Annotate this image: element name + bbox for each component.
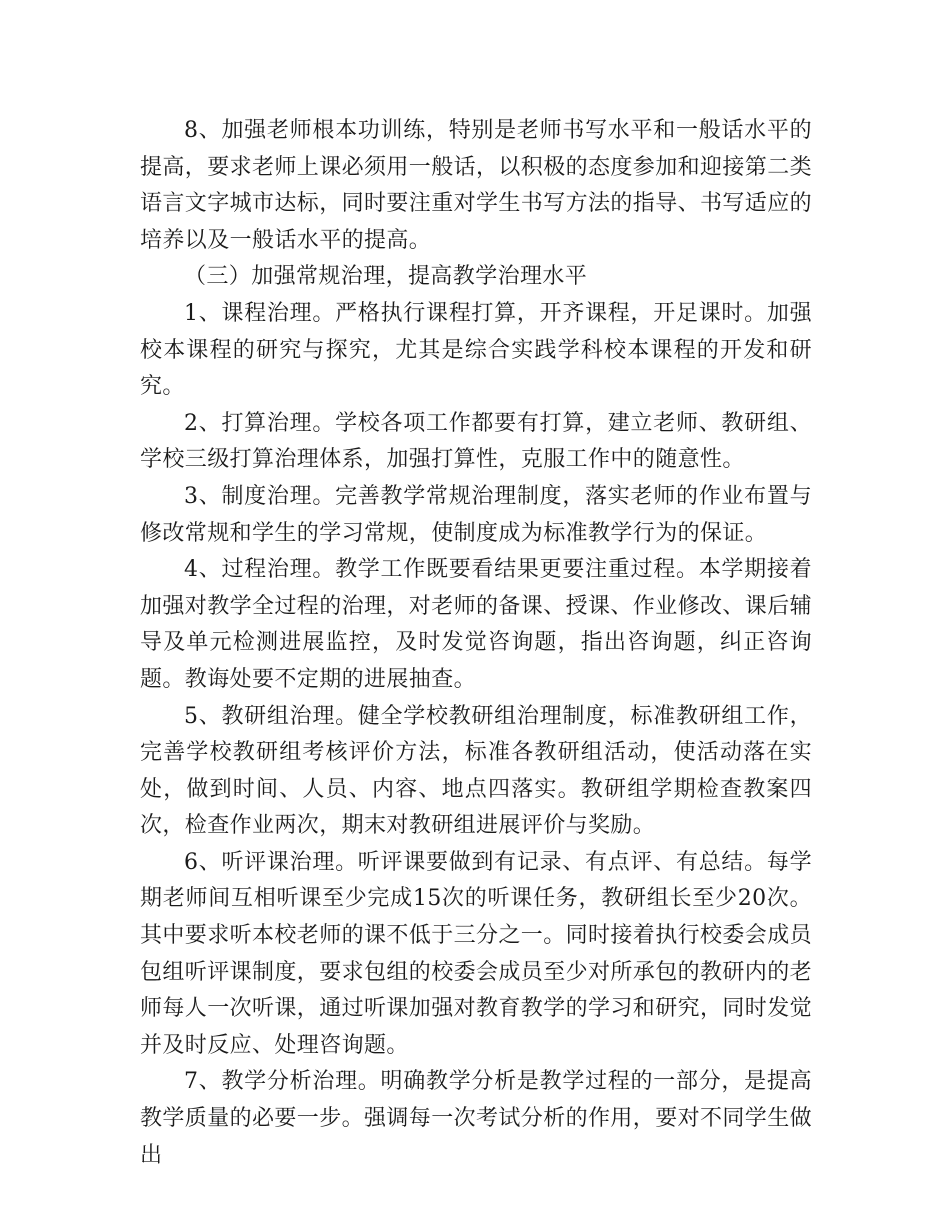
section-heading-3: （三）加强常规治理，提高教学治理水平: [184, 264, 588, 290]
paragraph-teaching-analysis-management: 7、教学分析治理。明确教学分析是教学过程的一部分，是提高教学质量的必要一步。强调每一次考试分析的作用，要对不同学生做出: [140, 1069, 813, 1168]
paragraph-process-management: 4、过程治理。教学工作既要看结果更要注重过程。本学期接着加强对教学全过程的治理，对老师的备课、授课、作业修改、课后辅导及单元检测进展监控，及时发觉咨询题，指出咨询题，纠正咨询题。教诲处要不定期的进展抽查。: [140, 557, 813, 692]
paragraph-plan-management: 2、打算治理。学校各项工作都要有打算，建立老师、教研组、学校三级打算治理体系，加强打算性，克服工作中的随意性。: [140, 410, 812, 473]
paragraph-item-8: 8、加强老师根本功训练，特别是老师书写水平和一般话水平的提高，要求老师上课必须用一般话，以积极的态度参加和迎接第二类语言文字城市达标，同时要注重对学生书写方法的指导、书写适应的培养以及一般话水平的提高。: [140, 118, 813, 253]
document-body: [140, 113, 812, 1174]
paragraph-research-group-management: 5、教研组治理。健全学校教研组治理制度，标准教研组工作，完善学校教研组考核评价方法，标准各教研组活动，使活动落在实处，做到时间、人员、内容、地点四落实。教研组学期检查教案四次，检查作业两次，期末对教研组进展评价与奖励。: [140, 703, 812, 839]
paragraph-system-management: 3、制度治理。完善教学常规治理制度，落实老师的作业布置与修改常规和学生的学习常规，使制度成为标准教学行为的保证。: [140, 483, 812, 546]
paragraph-lesson-observation-management: 6、听评课治理。听评课要做到有记录、有点评、有总结。每学期老师间互相听课至少完成15次的听课任务，教研组长至少20次。其中要求听本校老师的课不低于三分之一。同时接着执行校委会成员包组听评课制度，要求包组的校委会成员至少对所承包的教研内的老师每人一次听课，通过听课加强对教育教学的学习和研究，同时发觉并及时反应、处理咨询题。: [140, 849, 813, 1058]
paragraph-course-management: 1、课程治理。严格执行课程打算，开齐课程，开足课时。加强校本课程的研究与探究，尤其是综合实践学科校本课程的开发和研究。: [140, 300, 812, 400]
